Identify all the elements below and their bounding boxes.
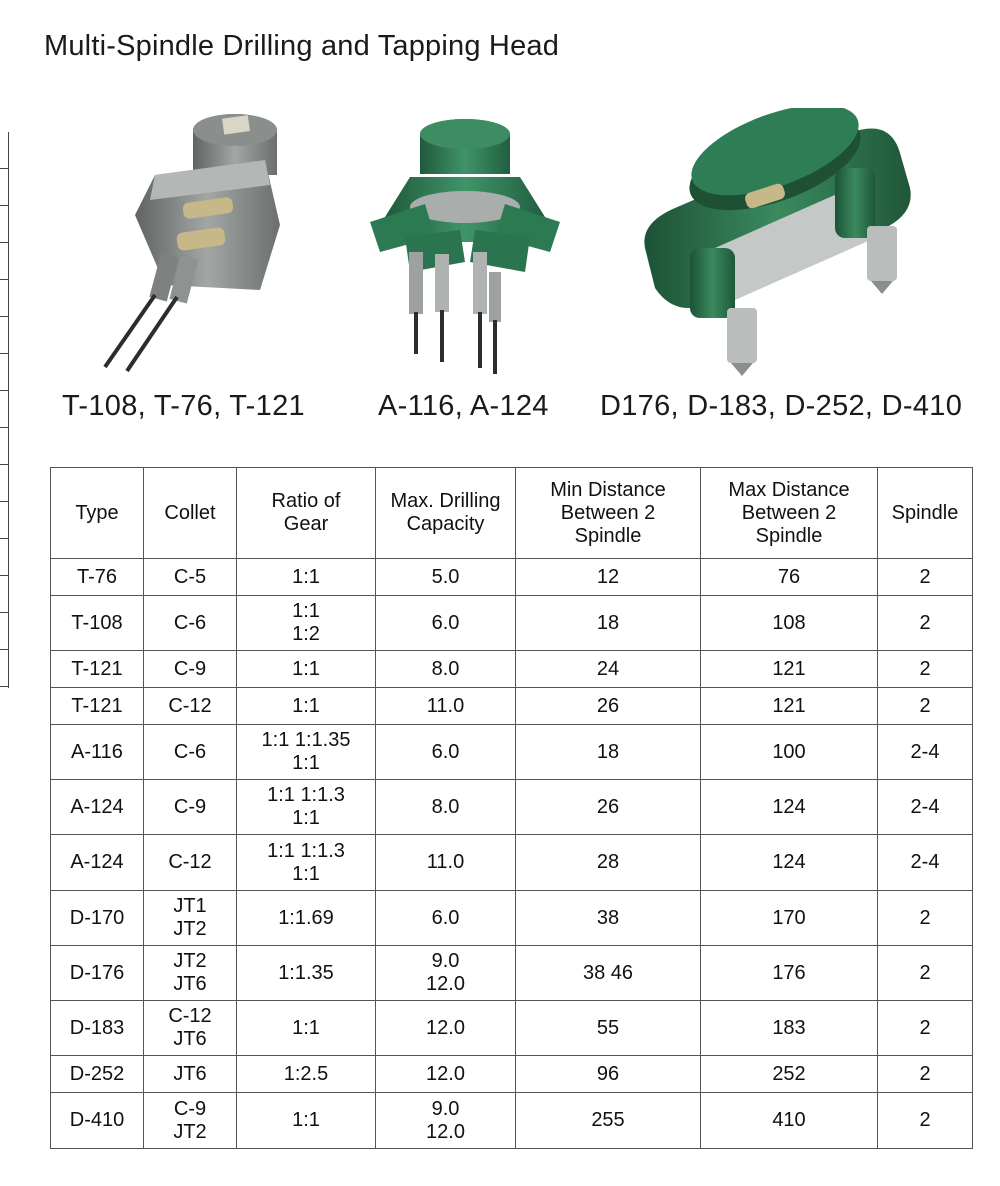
cell-capacity: 8.0 <box>376 780 516 835</box>
cell-capacity: 12.0 <box>376 1056 516 1093</box>
table-row <box>51 946 973 1001</box>
cell-type: T-76 <box>51 559 144 596</box>
cell-type: D-252 <box>51 1056 144 1093</box>
cell-spindle: 2 <box>878 688 973 725</box>
cell-ratio: 1:1 <box>237 688 376 725</box>
table-row <box>51 1056 973 1093</box>
header-min-distance: Min Distance Between 2 Spindle <box>516 468 701 559</box>
table-row <box>51 1093 973 1149</box>
cell-collet: JT1 JT2 <box>144 891 237 946</box>
cell-spindle: 2 <box>878 1056 973 1093</box>
table-row <box>51 688 973 725</box>
header-max-drilling-capacity: Max. Drilling Capacity <box>376 468 516 559</box>
cell-ratio: 1:1 <box>237 651 376 688</box>
cell-capacity: 9.0 12.0 <box>376 946 516 1001</box>
table-row <box>51 1001 973 1056</box>
cell-spindle: 2 <box>878 891 973 946</box>
cell-max-distance: 410 <box>701 1093 878 1149</box>
header-ratio-of-gear: Ratio of Gear <box>237 468 376 559</box>
cell-spindle: 2-4 <box>878 725 973 780</box>
header-max-distance: Max Distance Between 2 Spindle <box>701 468 878 559</box>
cell-ratio: 1:1 <box>237 1001 376 1056</box>
cell-ratio: 1:1.69 <box>237 891 376 946</box>
cell-ratio: 1:1 1:1.35 1:1 <box>237 725 376 780</box>
cell-collet: JT2 JT6 <box>144 946 237 1001</box>
cell-type: D-410 <box>51 1093 144 1149</box>
cell-ratio: 1:2.5 <box>237 1056 376 1093</box>
cell-type: A-116 <box>51 725 144 780</box>
cell-type: A-124 <box>51 780 144 835</box>
cell-min-distance: 24 <box>516 651 701 688</box>
product-caption-d-series: D176, D-183, D-252, D-410 <box>600 390 963 422</box>
cell-capacity: 11.0 <box>376 688 516 725</box>
cell-collet: C-9 <box>144 780 237 835</box>
header-type: Type <box>51 468 144 559</box>
cell-max-distance: 183 <box>701 1001 878 1056</box>
cell-spindle: 2 <box>878 559 973 596</box>
cell-max-distance: 100 <box>701 725 878 780</box>
cell-spindle: 2-4 <box>878 780 973 835</box>
cell-collet: C-12 JT6 <box>144 1001 237 1056</box>
cell-min-distance: 255 <box>516 1093 701 1149</box>
cell-min-distance: 26 <box>516 780 701 835</box>
table-row <box>51 725 973 780</box>
cell-type: D-183 <box>51 1001 144 1056</box>
cell-max-distance: 252 <box>701 1056 878 1093</box>
cell-ratio: 1:1 <box>237 1093 376 1149</box>
cell-ratio: 1:1.35 <box>237 946 376 1001</box>
table-row <box>51 780 973 835</box>
product-image-t-series <box>95 105 295 375</box>
cell-min-distance: 18 <box>516 596 701 651</box>
table-row <box>51 891 973 946</box>
cell-min-distance: 38 <box>516 891 701 946</box>
cell-type: T-121 <box>51 688 144 725</box>
cell-max-distance: 108 <box>701 596 878 651</box>
cell-max-distance: 121 <box>701 651 878 688</box>
header-collet: Collet <box>144 468 237 559</box>
cell-ratio: 1:1 1:1.3 1:1 <box>237 835 376 891</box>
cell-type: D-170 <box>51 891 144 946</box>
cell-collet: C-6 <box>144 725 237 780</box>
cell-collet: C-5 <box>144 559 237 596</box>
cell-max-distance: 124 <box>701 780 878 835</box>
page-title: Multi-Spindle Drilling and Tapping Head <box>44 30 560 62</box>
cell-capacity: 11.0 <box>376 835 516 891</box>
page-edge-lines <box>0 132 9 688</box>
cell-spindle: 2 <box>878 946 973 1001</box>
cell-capacity: 12.0 <box>376 1001 516 1056</box>
spec-table <box>50 467 973 1149</box>
cell-type: D-176 <box>51 946 144 1001</box>
cell-min-distance: 55 <box>516 1001 701 1056</box>
table-row <box>51 559 973 596</box>
cell-collet: C-9 JT2 <box>144 1093 237 1149</box>
cell-spindle: 2 <box>878 596 973 651</box>
cell-min-distance: 18 <box>516 725 701 780</box>
cell-collet: JT6 <box>144 1056 237 1093</box>
table-header-row <box>51 468 973 559</box>
cell-collet: C-12 <box>144 688 237 725</box>
cell-min-distance: 26 <box>516 688 701 725</box>
cell-max-distance: 170 <box>701 891 878 946</box>
product-caption-a-series: A-116, A-124 <box>378 390 549 422</box>
header-spindle: Spindle <box>878 468 973 559</box>
cell-type: T-108 <box>51 596 144 651</box>
cell-capacity: 6.0 <box>376 725 516 780</box>
cell-spindle: 2 <box>878 1093 973 1149</box>
cell-min-distance: 96 <box>516 1056 701 1093</box>
cell-type: A-124 <box>51 835 144 891</box>
product-caption-t-series: T-108, T-76, T-121 <box>62 390 305 422</box>
cell-type: T-121 <box>51 651 144 688</box>
cell-min-distance: 12 <box>516 559 701 596</box>
cell-min-distance: 28 <box>516 835 701 891</box>
cell-capacity: 6.0 <box>376 891 516 946</box>
cell-ratio: 1:1 1:1.3 1:1 <box>237 780 376 835</box>
cell-capacity: 9.0 12.0 <box>376 1093 516 1149</box>
table-row <box>51 596 973 651</box>
table-row <box>51 835 973 891</box>
cell-spindle: 2 <box>878 1001 973 1056</box>
cell-max-distance: 121 <box>701 688 878 725</box>
cell-capacity: 8.0 <box>376 651 516 688</box>
cell-collet: C-12 <box>144 835 237 891</box>
cell-min-distance: 38 46 <box>516 946 701 1001</box>
cell-capacity: 5.0 <box>376 559 516 596</box>
cell-capacity: 6.0 <box>376 596 516 651</box>
cell-spindle: 2 <box>878 651 973 688</box>
cell-max-distance: 124 <box>701 835 878 891</box>
cell-max-distance: 176 <box>701 946 878 1001</box>
cell-max-distance: 76 <box>701 559 878 596</box>
product-image-a-series <box>365 112 565 377</box>
table-row <box>51 651 973 688</box>
cell-ratio: 1:1 <box>237 559 376 596</box>
cell-collet: C-9 <box>144 651 237 688</box>
cell-ratio: 1:1 1:2 <box>237 596 376 651</box>
cell-collet: C-6 <box>144 596 237 651</box>
cell-spindle: 2-4 <box>878 835 973 891</box>
product-image-d-series <box>635 108 925 378</box>
